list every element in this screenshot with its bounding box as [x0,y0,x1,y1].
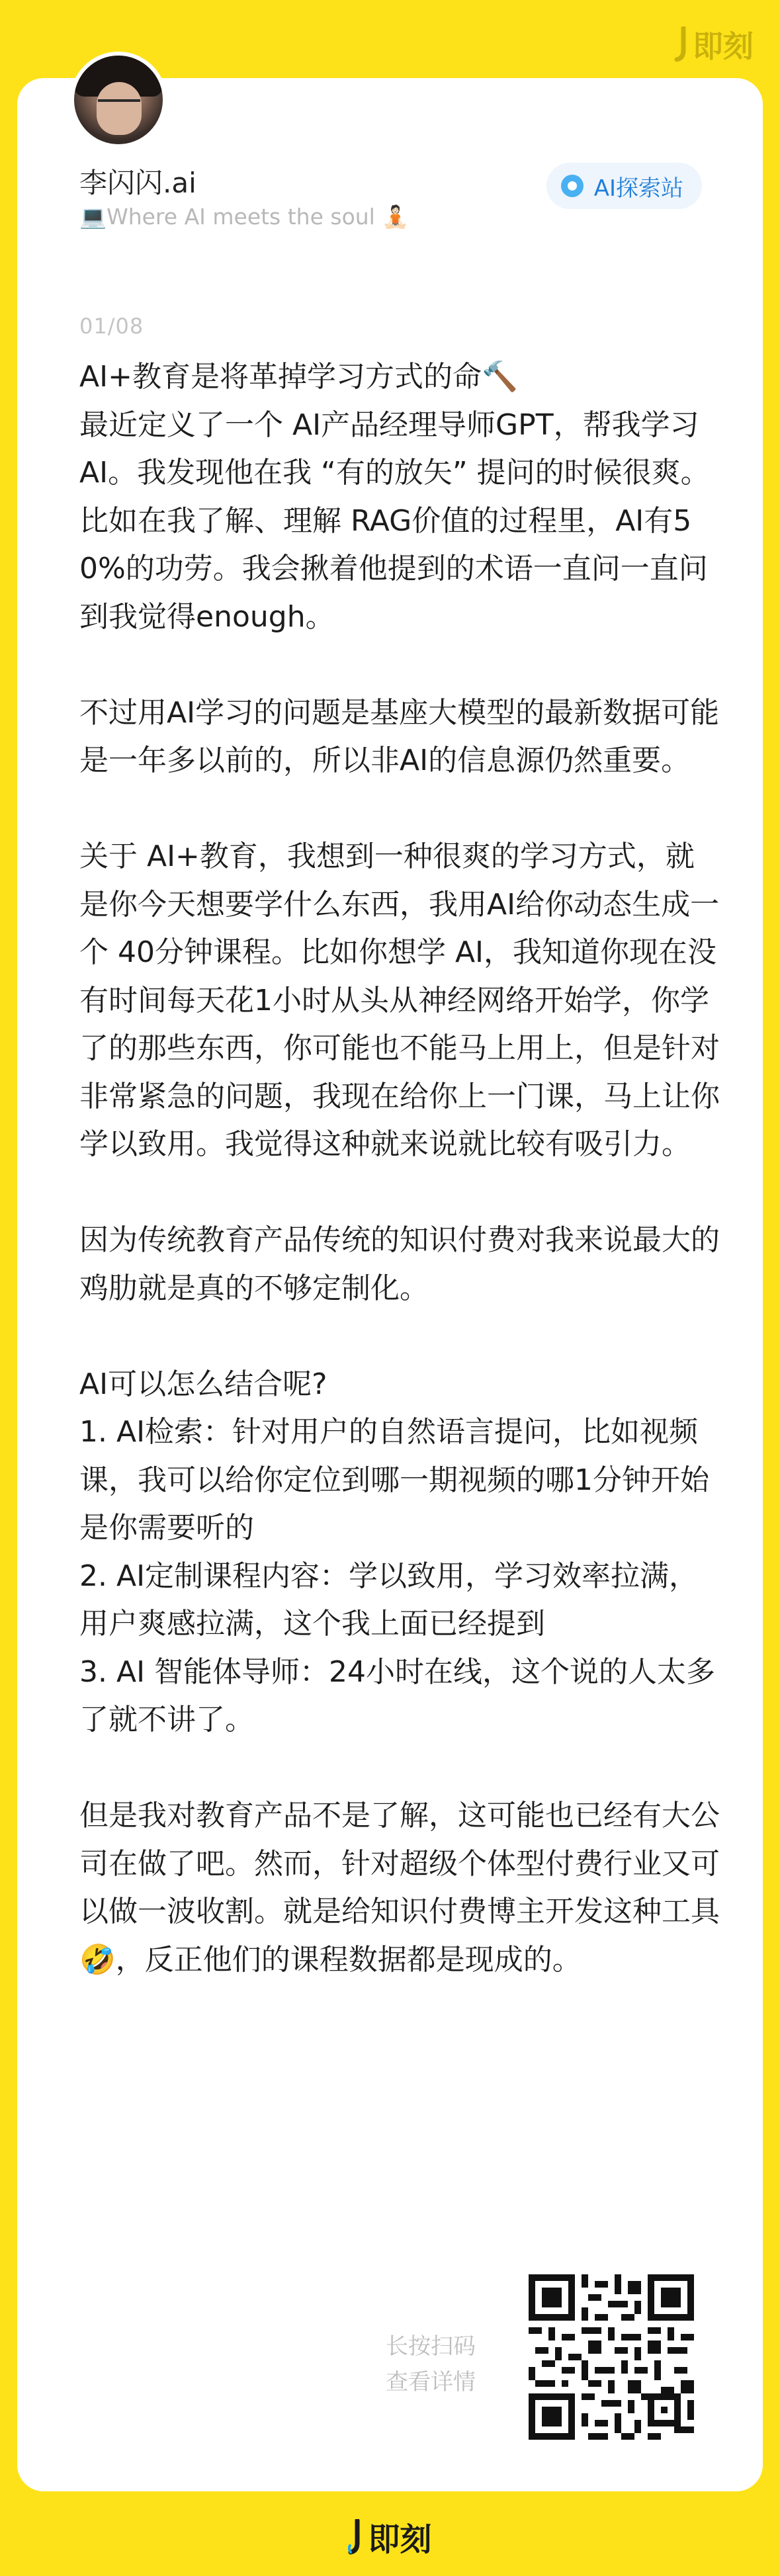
post-paragraph: 关于 AI+教育，我想到一种很爽的学习方式，就是你今天想要学什么东西，我用AI给你动态生成一个 40分钟课程。比如你想学 AI，我知道你现在没有时间每天花1小时从头从神经网络开始学，你学了的那些东西，你可能也不能马上用上，但是针对非常紧急的问题，我现在给你上一门课，马上让你学以致用。我觉得这种就来说就比较有吸引力。 [79,839,720,1161]
topic-badge[interactable] [546,163,702,209]
paragraph-spacer [79,1169,721,1217]
post-body [79,353,721,1984]
scan-hint [386,2329,476,2400]
user-name[interactable]: 李闪闪.ai [79,167,196,199]
avatar[interactable] [70,52,167,148]
bottom-brand-text: 即刻 [368,2521,432,2558]
page-counter: 01/08 [79,314,144,339]
scan-hint-line1: 长按扫码 [386,2333,476,2360]
post-paragraph: 但是我对教育产品不是了解，这可能也已经有大公司在做了吧。然而，针对超级个体型付费行业又可以做一波收割。就是给知识付费博主开发这种工具🤣，反正他们的课程数据都是现成的。 [79,1799,720,1977]
list-item: 1. AI检索：针对用户的自然语言提问，比如视频课，我可以给你定位到哪一期视频的哪1分钟开始是你需要听的 [79,1415,709,1545]
topic-circle-icon [561,175,584,197]
top-brand-logo [674,22,754,66]
user-bio: 💻Where AI meets the soul 🧘🏻 [79,204,410,230]
top-brand-text: 即刻 [693,28,754,64]
post-paragraph: 不过用AI学习的问题是基座大模型的最新数据可能是一年多以前的，所以非AI的信息源仍然重要。 [79,695,720,777]
bottom-brand-logo [0,2514,780,2559]
list-item: 2. AI定制课程内容：学以致用，学习效率拉满，用户爽感拉满，这个我上面已经提到 [79,1559,699,1641]
avatar-glasses [98,99,140,112]
qr-code-icon[interactable] [529,2274,694,2440]
jike-logo-icon [674,26,689,62]
post-paragraph: 因为传统教育产品传统的知识付费对我来说最大的鸡肋就是真的不够定制化。 [79,1223,720,1305]
paragraph-spacer [79,1312,721,1361]
topic-badge-label: AI探索站 [593,175,683,202]
post-card [17,78,763,2491]
jike-logo-icon [348,2519,363,2555]
list-item: 3. AI 智能体导师：24小时在线，这个说的人太多了就不讲了。 [79,1654,716,1737]
post-paragraph: 最近定义了一个 AI产品经理导师GPT，帮我学习 AI。我发现他在我 “有的放矢” 提问的时候很爽。比如在我了解、理解 RAG价值的过程里，AI有50%的功劳。我会揪着他提到的术语一直问一直问到我觉得enough。 [79,408,710,634]
scan-hint-line2: 查看详情 [386,2369,476,2395]
post-paragraph: AI+教育是将革掉学习方式的命🔨 [79,360,518,394]
paragraph-spacer [79,641,721,689]
post-paragraph: AI可以怎么结合呢? [79,1367,327,1401]
paragraph-spacer [79,1744,721,1793]
paragraph-spacer [79,785,721,834]
